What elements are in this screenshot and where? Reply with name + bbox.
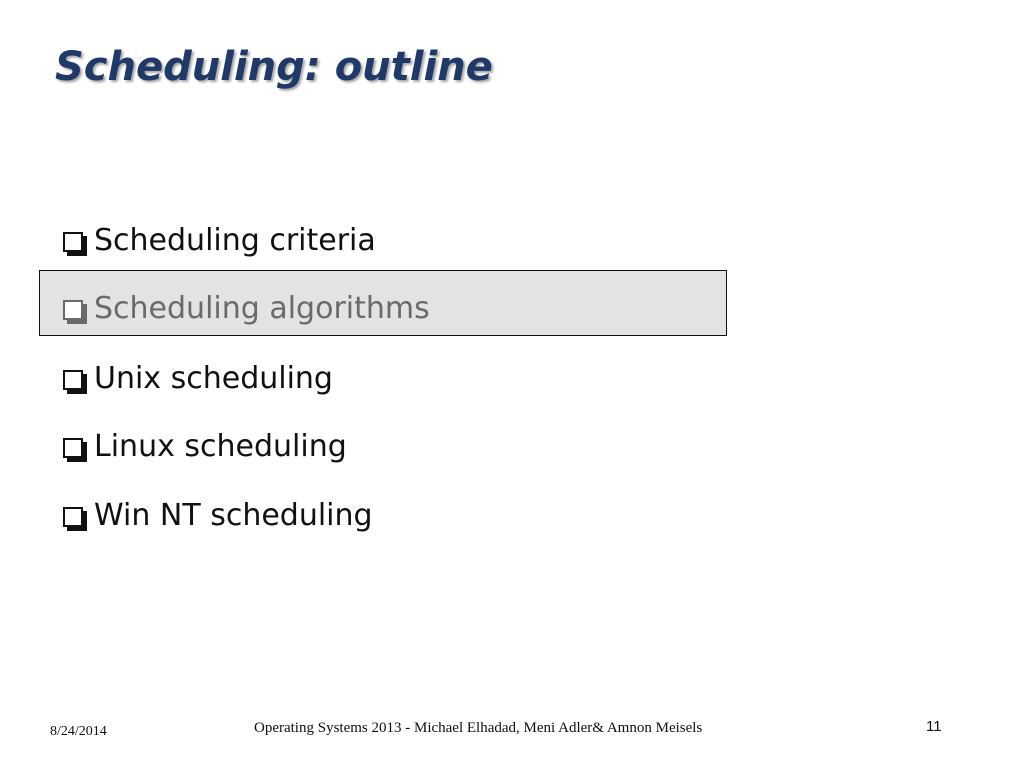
list-item xyxy=(58,490,373,540)
page-number: 11 xyxy=(926,718,942,735)
checkbox-square-icon xyxy=(58,353,87,403)
footer-date: 8/24/2014 xyxy=(50,724,107,739)
footer-course: Operating Systems 2013 - Michael Elhadad, Meni Adler& Amnon Meisels xyxy=(254,720,703,736)
bullet-label: Linux scheduling xyxy=(94,428,347,464)
list-item-highlighted xyxy=(58,283,430,333)
bullet-label: Unix scheduling xyxy=(94,360,333,396)
slide-title: Scheduling: outline xyxy=(55,44,493,90)
list-item xyxy=(58,353,333,403)
bullet-label: Win NT scheduling xyxy=(94,497,373,533)
checkbox-square-icon xyxy=(58,215,87,265)
list-item xyxy=(58,421,347,471)
list-item xyxy=(58,215,376,265)
bullet-label: Scheduling criteria xyxy=(94,222,376,258)
checkbox-square-icon xyxy=(58,283,87,333)
bullet-label: Scheduling algorithms xyxy=(94,290,430,326)
checkbox-square-icon xyxy=(58,490,87,540)
checkbox-square-icon xyxy=(58,421,87,471)
